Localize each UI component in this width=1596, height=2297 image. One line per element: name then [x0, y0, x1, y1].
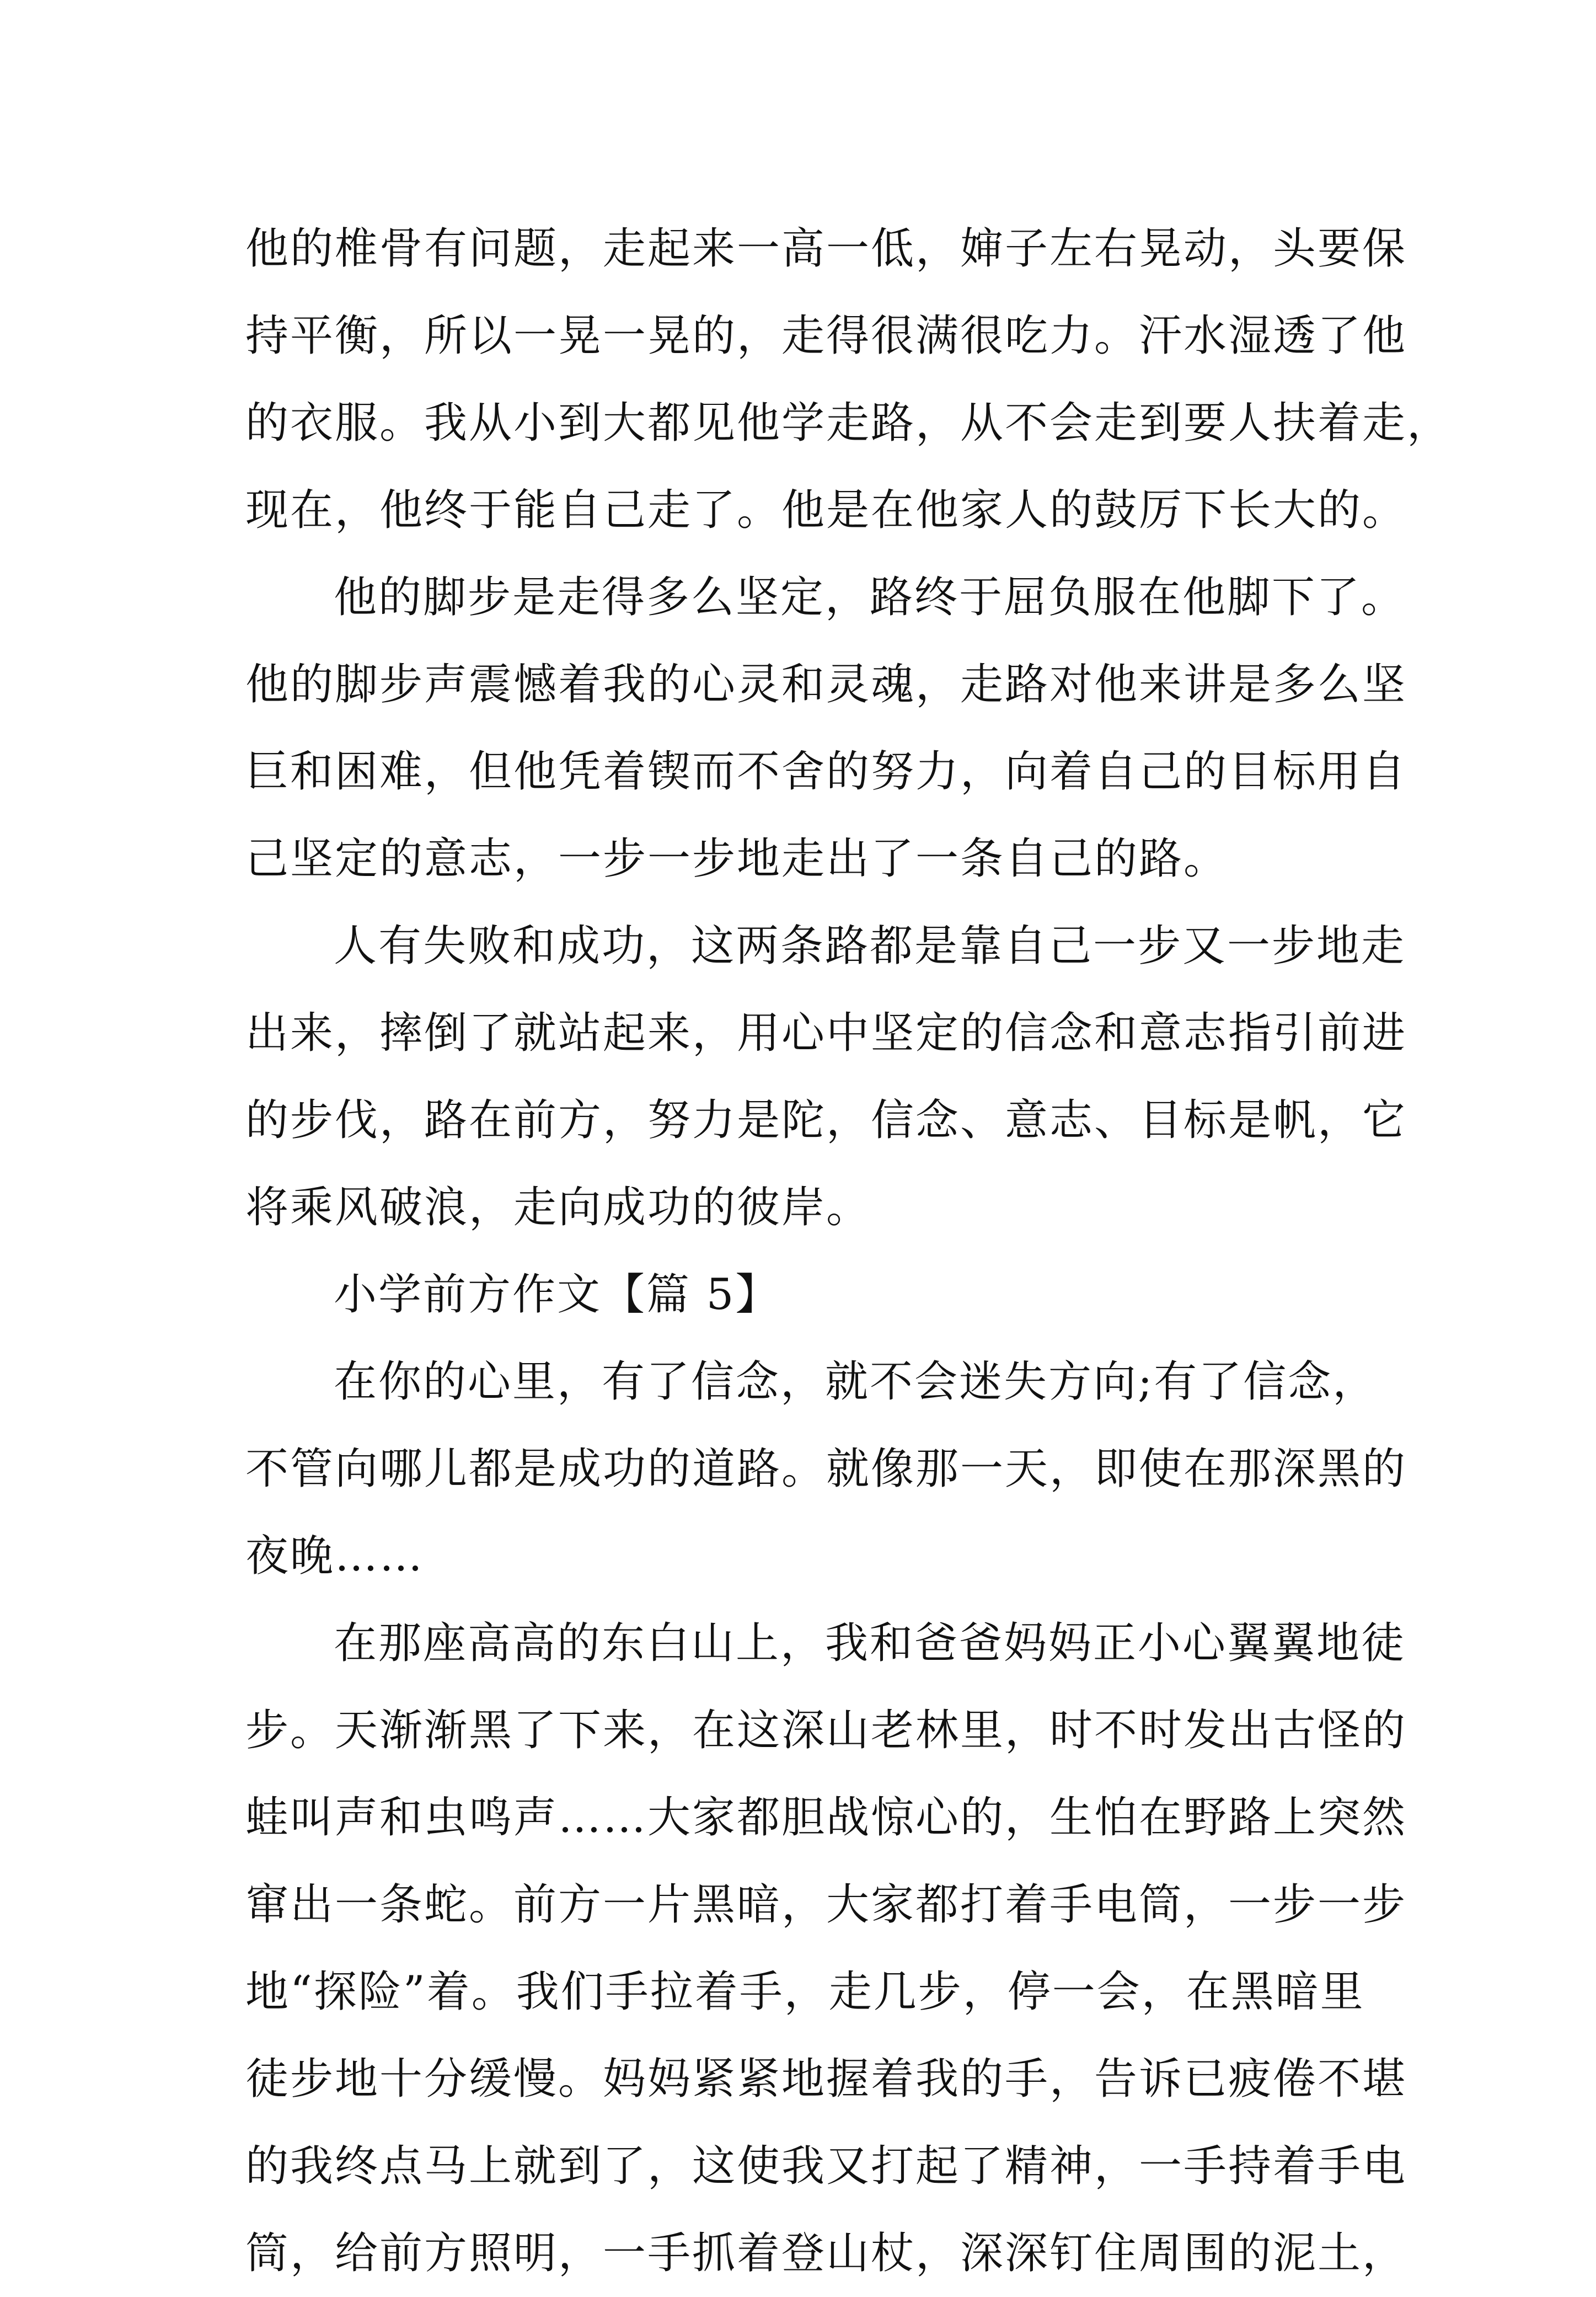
text-line: 将乘风破浪，走向成功的彼岸。: [245, 1183, 871, 1232]
text-line: 不管向哪儿都是成功的道路。就像那一天，即使在那深黑的: [245, 1444, 1407, 1494]
paragraph-5: [245, 1600, 1407, 2297]
text-line: 现在，他终于能自己走了。他是在他家人的鼓厉下长大的。: [245, 485, 1407, 535]
text-line: 他的椎骨有问题，走起来一高一低，婶子左右晃动，头要保: [245, 224, 1407, 274]
text-line: 地“探险”着。我们手拉着手，走几步，停一会，在黑暗里: [245, 1967, 1365, 2017]
text-line: 巨和困难，但他凭着锲而不舍的努力，向着自己的目标用自: [245, 747, 1407, 797]
text-line: 他的脚步是走得多么坚定，路终于屈负服在他脚下了。: [334, 573, 1406, 622]
text-line: 徒步地十分缓慢。妈妈紧紧地握着我的手，告诉已疲倦不堪: [245, 2054, 1407, 2104]
text-line: 的我终点马上就到了，这使我又打起了精神，一手持着手电: [245, 2141, 1407, 2191]
heading-line: 小学前方作文【篇 5】: [334, 1270, 780, 1320]
text-line: 己坚定的意志，一步一步地走出了一条自己的路。: [245, 834, 1229, 884]
text-line: 持平衡，所以一晃一晃的，走得很满很吃力。汗水湿透了他: [245, 311, 1407, 361]
section-heading: [245, 1251, 1370, 1338]
text-line: 他的脚步声震憾着我的心灵和灵魂，走路对他来讲是多么坚: [245, 660, 1407, 709]
text-line: 夜晚……: [245, 1531, 425, 1581]
text-line: 在那座高高的东白山上，我和爸爸妈妈正小心翼翼地徒: [334, 1618, 1406, 1668]
paragraph-2: [245, 554, 1407, 902]
paragraph-3: [245, 902, 1407, 1251]
text-line: 的步伐，路在前方，努力是陀，信念、意志、目标是帆，它: [245, 1096, 1407, 1145]
text-line: 人有失败和成功，这两条路都是靠自己一步又一步地走: [334, 921, 1406, 971]
text-line: 在你的心里，有了信念，就不会迷失方向;有了信念，: [334, 1357, 1378, 1407]
text-line: 筒，给前方照明，一手抓着登山杖，深深钉住周围的泥土，: [245, 2229, 1407, 2278]
text-line: 窜出一条蛇。前方一片黑暗，大家都打着手电筒，一步一步: [245, 1880, 1407, 1930]
document-body: [245, 205, 1452, 2297]
text-line: 步。天渐渐黑了下来，在这深山老林里，时不时发出古怪的: [245, 1706, 1407, 1755]
text-line: 蛙叫声和虫鸣声……大家都胆战惊心的，生怕在野路上突然: [245, 1793, 1407, 1842]
text-line: 的衣服。我从小到大都见他学走路，从不会走到要人扶着走，: [245, 398, 1452, 448]
text-line: 出来，摔倒了就站起来，用心中坚定的信念和意志指引前进: [245, 1008, 1407, 1058]
paragraph-1: [245, 205, 1452, 554]
paragraph-4: [245, 1338, 1407, 1600]
